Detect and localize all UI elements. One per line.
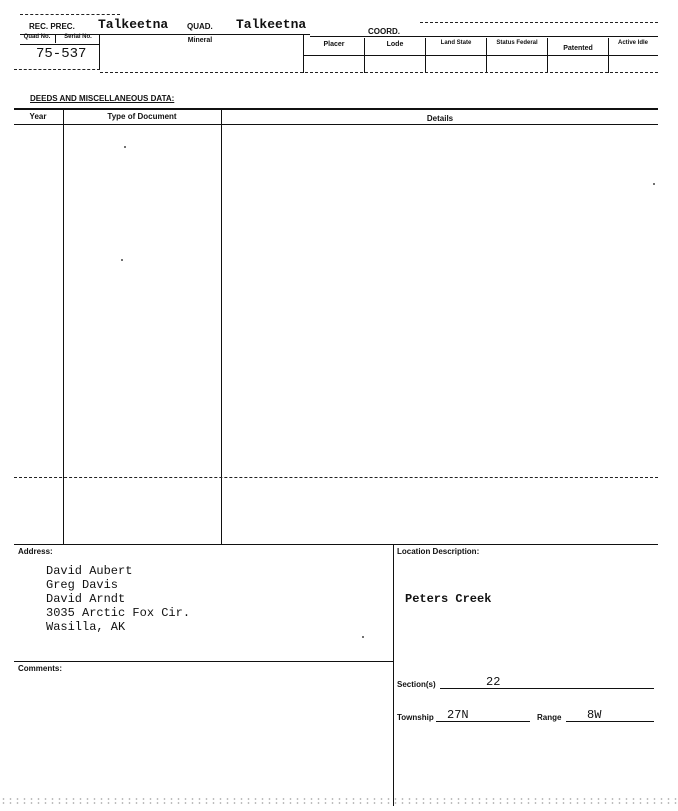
address-line: Greg Davis (46, 578, 119, 592)
quad-label: QUAD. (187, 22, 213, 31)
deeds-col-div-2 (221, 108, 222, 545)
quad-value: Talkeetna (236, 17, 307, 32)
range-label: Range (537, 713, 562, 722)
sections-label: Section(s) (397, 680, 436, 689)
patented-label: Patented (563, 45, 593, 52)
scan-speck (362, 636, 364, 638)
status-federal-label: Status Federal (496, 40, 538, 46)
township-underline (436, 721, 530, 722)
deeds-header-rule (14, 124, 658, 125)
address-block (46, 564, 190, 634)
range-value: 8W (587, 708, 602, 722)
address-line: David Arndt (46, 592, 126, 606)
sections-underline (440, 688, 654, 689)
address-line: Wasilla, AK (46, 620, 126, 634)
address-line: David Aubert (46, 564, 133, 578)
address-location-divider (393, 544, 394, 806)
hdr-div-1 (55, 35, 56, 43)
location-description-value: Peters Creek (405, 592, 492, 606)
top-dashed-rule (20, 14, 120, 15)
scan-speck (124, 146, 126, 148)
address-label: Address: (18, 547, 53, 556)
col-type-header: Type of Document (107, 112, 177, 121)
header-rule-1b (310, 36, 658, 37)
township-label: Township (397, 713, 434, 722)
mineral-label: Mineral (187, 37, 213, 44)
comments-top-rule (14, 661, 393, 662)
header-dashed-bottom-right (100, 72, 658, 73)
active-idle-label: Active Idle (617, 40, 648, 46)
lode-label: Lode (386, 41, 404, 48)
sections-value: 22 (486, 675, 501, 689)
col-details-header: Details (426, 114, 454, 123)
quad-serial-value: 75-537 (36, 46, 87, 62)
scan-noise-strip (0, 797, 678, 805)
header-rule-2 (20, 44, 100, 45)
quad-no-label: Quad No. (23, 34, 51, 40)
header-dashed-bottom-left (14, 69, 100, 70)
header-rule-3 (303, 55, 658, 56)
comments-label: Comments: (18, 664, 63, 673)
deeds-bottom-rule (14, 544, 658, 545)
address-line: 3035 Arctic Fox Cir. (46, 606, 191, 620)
rec-prec-label: REC. PREC. (29, 22, 75, 31)
deeds-section-title: DEEDS AND MISCELLANEOUS DATA: (30, 94, 175, 103)
coord-label: COORD. (368, 27, 400, 36)
range-underline (566, 721, 654, 722)
scan-speck (653, 183, 655, 185)
serial-no-label: Serial No. (64, 34, 92, 40)
rec-prec-value: Talkeetna (98, 17, 169, 32)
township-value: 27N (447, 708, 469, 722)
deeds-col-div-1 (63, 108, 64, 545)
location-description-label: Location Description: (397, 547, 480, 556)
top-dashed-rule-right (420, 22, 658, 23)
land-state-label: Land State (440, 40, 472, 46)
deeds-dashed-rule (14, 477, 658, 478)
deeds-top-rule (14, 108, 658, 110)
scan-speck (121, 259, 123, 261)
placer-label: Placer (323, 41, 345, 48)
col-year-header: Year (29, 112, 47, 121)
